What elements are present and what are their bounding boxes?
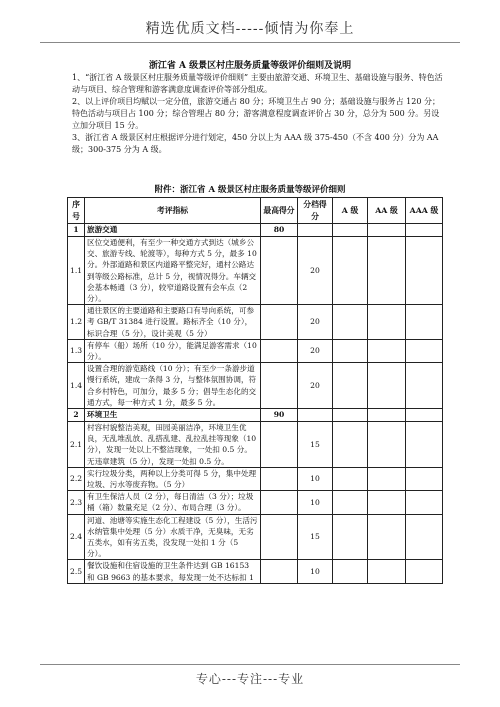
row-criteria: 餐饮设施和住宿设施的卫生条件达到 GB 16153 和 GB 9663 的基本要求，每发现一处不达标扣 1: [85, 560, 261, 583]
row-item-score: 20: [298, 363, 333, 409]
table-row: [68, 305, 443, 340]
page-footer-banner: 专心---专注---专业: [195, 672, 305, 686]
footer-divider: [40, 664, 460, 665]
row-no: 1.1: [68, 237, 85, 305]
table-row: [68, 339, 443, 362]
row-grade-aa: [368, 560, 406, 583]
page-header-banner: 精选优质文档-----倾情为你奉上: [145, 21, 355, 37]
row-grade-a: [333, 467, 368, 490]
row-grade-aa: [368, 224, 406, 237]
row-grade-aaa: [406, 560, 443, 583]
row-item-score: [298, 224, 333, 237]
row-criteria: 有停车（船）场所（10 分），能满足游客需求（10 分）。: [85, 339, 261, 362]
row-no: 1.3: [68, 339, 85, 362]
row-criteria: 设置合理的游览路线（10 分）；有至少一条游步道慢行系统，建成一条得 3 分，与整体氛围协调，符合乡村特色，可加分，最多 5 分；倡导生态化的交通方式，每一种方式 1 分，最多 5 分。: [85, 363, 261, 409]
row-grade-aaa: [406, 339, 443, 362]
table-row: [68, 224, 443, 237]
row-grade-aa: [368, 363, 406, 409]
row-no: 1.2: [68, 305, 85, 340]
row-item-score: 15: [298, 422, 333, 468]
row-grade-aa: [368, 339, 406, 362]
row-max-score: [261, 491, 298, 514]
row-criteria: 村容村貌整洁美观，田园美丽洁净，环境卫生优良，无乱堆乱放、乱搭乱建、乱拉乱挂等现象（10 分），发现一处以上不整洁现象，一处扣 0.5 分。无违章建筑（5 分），发现一处扣 0.5 分。: [85, 422, 261, 468]
row-grade-a: [333, 237, 368, 305]
row-item-score: 20: [298, 305, 333, 340]
row-no: 2: [68, 409, 85, 422]
row-max-score: [261, 467, 298, 490]
table-row: [68, 514, 443, 560]
row-max-score: [261, 339, 298, 362]
row-item-score: 20: [298, 339, 333, 362]
row-criteria: 实行垃圾分类，两种以上分类可得 5 分，集中处理垃圾、污水等废弃物。（5 分）: [85, 467, 261, 490]
row-no: 2.4: [68, 514, 85, 560]
row-grade-aa: [368, 409, 406, 422]
row-grade-aaa: [406, 363, 443, 409]
table-row: [68, 237, 443, 305]
intro-note-3: 3、浙江省 A 级景区村庄根据评分进行划定，450 分以上为 AAA 级 375-450（不含 400 分）分为 AA 级；300-375 分为 A 级。: [72, 133, 439, 154]
row-grade-aaa: [406, 514, 443, 560]
row-grade-aa: [368, 305, 406, 340]
row-grade-aa: [368, 467, 406, 490]
row-max-score: 80: [261, 224, 298, 237]
row-grade-aa: [368, 514, 406, 560]
row-no: 2.1: [68, 422, 85, 468]
table-header-row: [68, 198, 443, 224]
row-max-score: [261, 363, 298, 409]
table-row: [68, 467, 443, 490]
row-max-score: [261, 422, 298, 468]
header-grade-a: A 级: [333, 198, 368, 224]
row-grade-aaa: [406, 224, 443, 237]
row-grade-a: [333, 224, 368, 237]
row-max-score: [261, 560, 298, 583]
row-grade-aaa: [406, 305, 443, 340]
row-grade-a: [333, 363, 368, 409]
row-no: 2.5: [68, 560, 85, 583]
row-item-score: 15: [298, 514, 333, 560]
row-grade-a: [333, 491, 368, 514]
row-grade-aa: [368, 422, 406, 468]
header-no: 序号: [68, 198, 85, 224]
row-max-score: [261, 305, 298, 340]
header-criteria: 考评指标: [85, 198, 261, 224]
row-grade-aaa: [406, 409, 443, 422]
intro-note-2: 2、以上评价项目均赋以一定分值，旅游交通占 80 分；环境卫生占 90 分；基础设施与服务占 120 分；特色活动与项目占 100 分；综合管理占 80 分；游客满意程度调查评价占 30 分，总分为 500 分。另设立加分项目 15 分。: [72, 97, 440, 130]
table-row: [68, 363, 443, 409]
row-grade-aaa: [406, 467, 443, 490]
row-grade-a: [333, 422, 368, 468]
row-grade-aaa: [406, 422, 443, 468]
header-item-score: 分档得分: [298, 198, 333, 224]
header-max-score: 最高得分: [261, 198, 298, 224]
row-no: 1: [68, 224, 85, 237]
row-grade-a: [333, 409, 368, 422]
row-criteria: 河道、池塘等实施生态化工程建设（5 分），生活污水纳管集中处理（5 分）水质干净，无臭味，无劣五类水，如有劣五类，没发现一处扣 1 分（5 分）。: [85, 514, 261, 560]
row-grade-aa: [368, 491, 406, 514]
table-row: [68, 491, 443, 514]
row-max-score: [261, 237, 298, 305]
row-grade-aa: [368, 237, 406, 305]
row-no: 2.2: [68, 467, 85, 490]
intro-note-1: 1、“浙江省 A 级景区村庄服务质量等级评价细则” 主要由旅游交通、环境卫生、基础设施与服务、特色活动与项目、综合管理和游客满意度调查评价等部分组成。: [72, 73, 443, 94]
row-item-score: 20: [298, 237, 333, 305]
header-grade-aa: AA 级: [368, 198, 406, 224]
row-grade-a: [333, 514, 368, 560]
row-criteria: 通往景区的主要道路和主要路口有导向系统，可参考 GB/T 31384 进行设置。路标齐全（10 分），标识合理（5 分），设计美观（5 分）: [85, 305, 261, 340]
row-grade-aaa: [406, 237, 443, 305]
row-no: 1.4: [68, 363, 85, 409]
table-row: [68, 560, 443, 583]
row-grade-a: [333, 339, 368, 362]
row-criteria: 有卫生保洁人员（2 分），每日清洁（3 分）；垃圾桶（箱）数量充足（2 分）、布局合理（3 分）。: [85, 491, 261, 514]
document-title: 浙江省 A 级景区村庄服务质量等级评价细则及说明: [148, 61, 352, 71]
row-criteria: 区位交通便利，有至少一种交通方式到达（城乡公交、旅游专线、轮渡等），每种方式 5 分，最多 10 分。外部道路和景区内道路平整完好，通村公路达到等级公路标准，总计 5 分，视情况得分。车辆交会基本畅通（3 分），较窄道路设置有会车点（2 分）。: [85, 237, 261, 305]
row-max-score: [261, 514, 298, 560]
rating-table: [67, 197, 443, 584]
table-row: [68, 409, 443, 422]
table-row: [68, 422, 443, 468]
row-item-score: 10: [298, 491, 333, 514]
row-item-score: 10: [298, 560, 333, 583]
appendix-title: 附件：浙江省 A 级景区村庄服务质量等级评价细则: [154, 185, 346, 195]
header-grade-aaa: AAA 级: [406, 198, 443, 224]
header-divider: [40, 42, 460, 43]
row-item-score: 10: [298, 467, 333, 490]
row-criteria: 环境卫生: [85, 409, 261, 422]
row-item-score: [298, 409, 333, 422]
row-criteria: 旅游交通: [85, 224, 261, 237]
row-grade-a: [333, 305, 368, 340]
row-grade-a: [333, 560, 368, 583]
row-no: 2.3: [68, 491, 85, 514]
row-max-score: 90: [261, 409, 298, 422]
intro-notes: [72, 72, 444, 156]
row-grade-aaa: [406, 491, 443, 514]
